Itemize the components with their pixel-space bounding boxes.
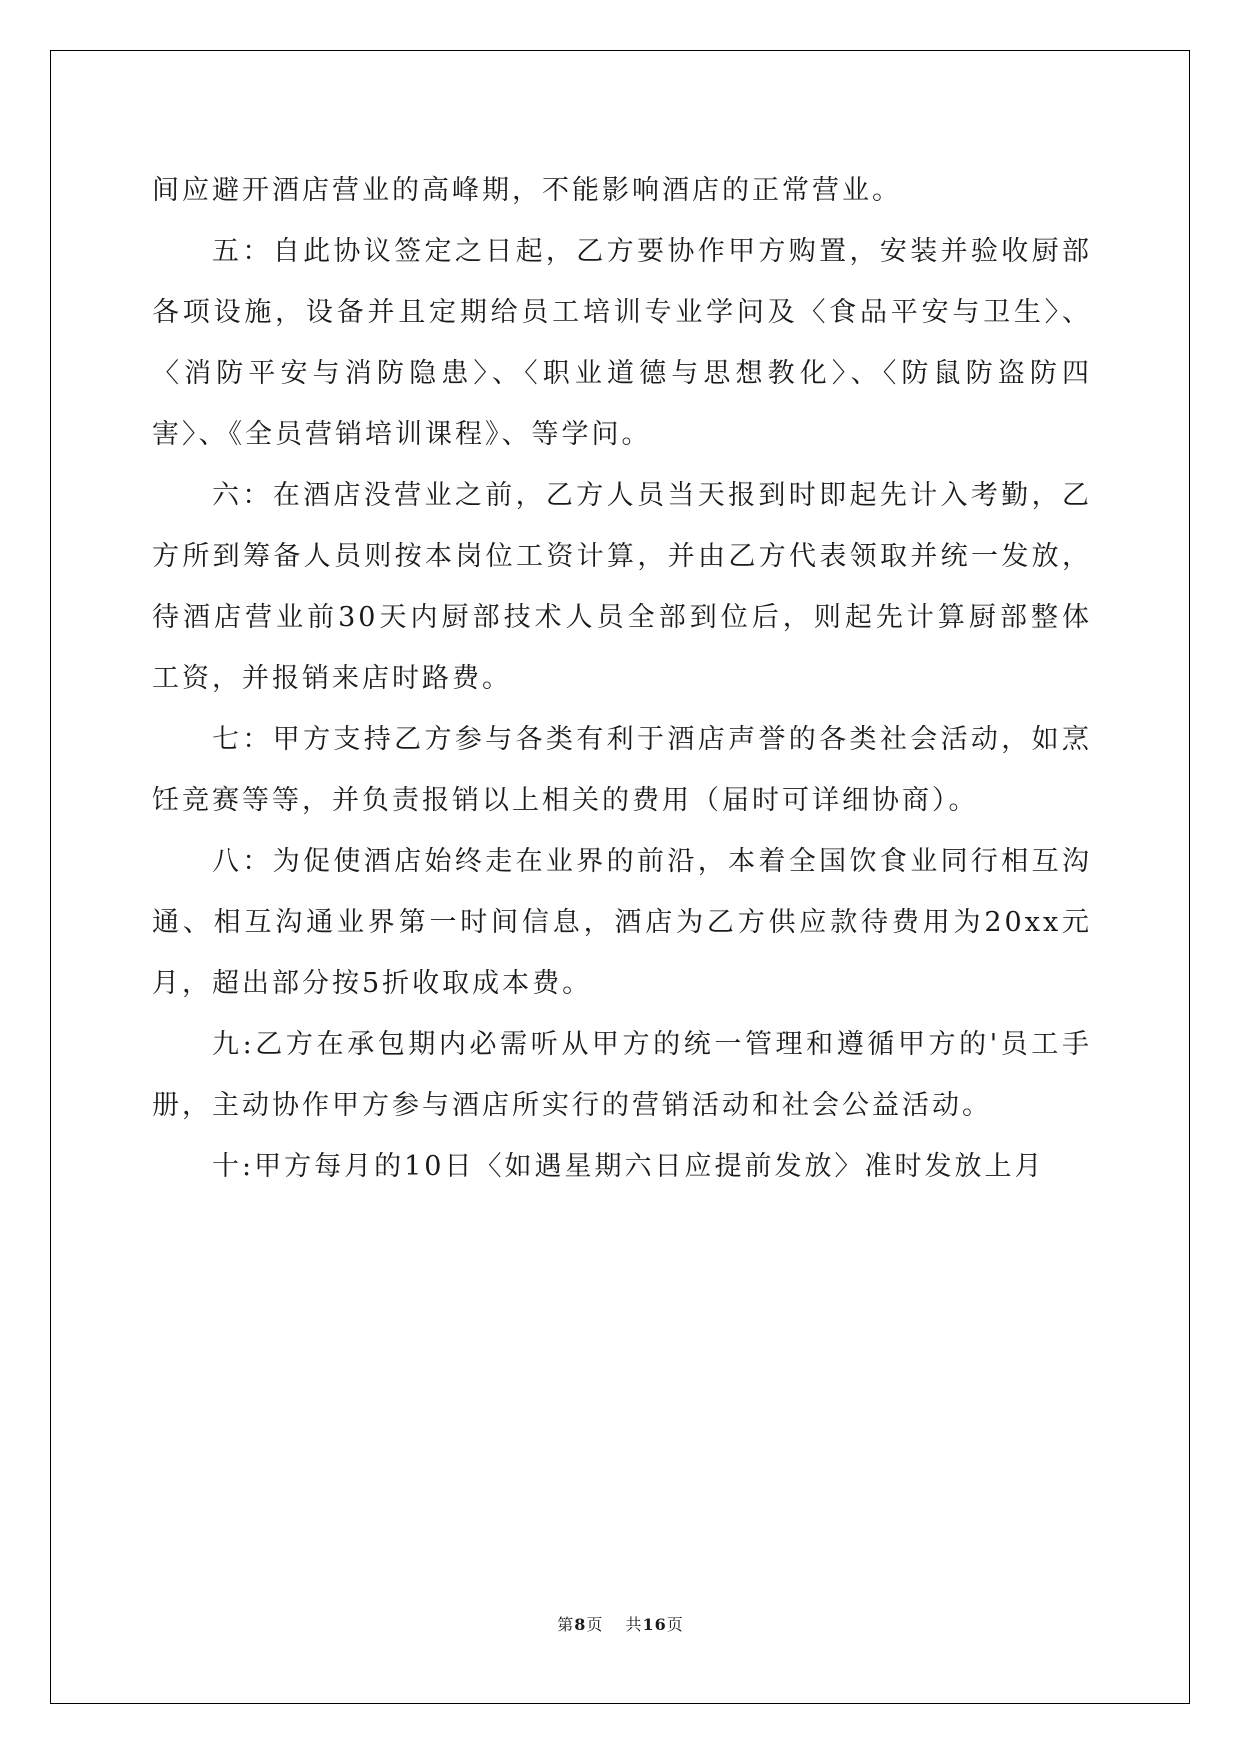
paragraph-clause-6: 六：在酒店没营业之前，乙方人员当天报到时即起先计入考勤，乙方所到筹备人员则按本岗位工资计算，并由乙方代表领取并统一发放，待酒店营业前30天内厨部技术人员全部到位后，则起先计算厨部整体工资，并报销来店时路费。 <box>152 480 1092 694</box>
paragraph-clause-8: 八：为促使酒店始终走在业界的前沿，本着全国饮食业同行相互沟通、相互沟通业界第一时间信息，酒店为乙方供应款待费用为20xx元月，超出部分按5折收取成本费。 <box>152 846 1092 999</box>
total-pages: 16 <box>642 1615 667 1634</box>
paragraph-clause-5: 五：自此协议签定之日起，乙方要协作甲方购置，安装并验收厨部各项设施，设备并且定期给员工培训专业学问及〈食品平安与卫生〉、〈消防平安与消防隐患〉、〈职业道德与思想教化〉、〈防鼠防盗防四害〉、《全员营销培训课程》、等学问。 <box>152 236 1092 450</box>
paragraph-clause-7: 七：甲方支持乙方参与各类有利于酒店声誉的各类社会活动，如烹饪竞赛等等，并负责报销以上相关的费用（届时可详细协商）。 <box>152 724 1092 816</box>
page-suffix: 页 <box>586 1615 604 1634</box>
page-footer <box>0 1612 1241 1635</box>
total-prefix: 共 <box>625 1615 643 1634</box>
paragraph-clause-10: 十:甲方每月的10日〈如遇星期六日应提前发放〉准时发放上月 <box>212 1151 1045 1182</box>
total-suffix: 页 <box>666 1615 684 1634</box>
page-number: 8 <box>574 1615 587 1634</box>
document-body <box>152 160 1092 1197</box>
paragraph-clause-9: 九:乙方在承包期内必需听从甲方的统一管理和遵循甲方的'员工手册，主动协作甲方参与酒店所实行的营销活动和社会公益活动。 <box>152 1029 1092 1121</box>
page-prefix: 第 <box>557 1615 575 1634</box>
paragraph-continuation: 间应避开酒店营业的高峰期，不能影响酒店的正常营业。 <box>152 175 902 206</box>
